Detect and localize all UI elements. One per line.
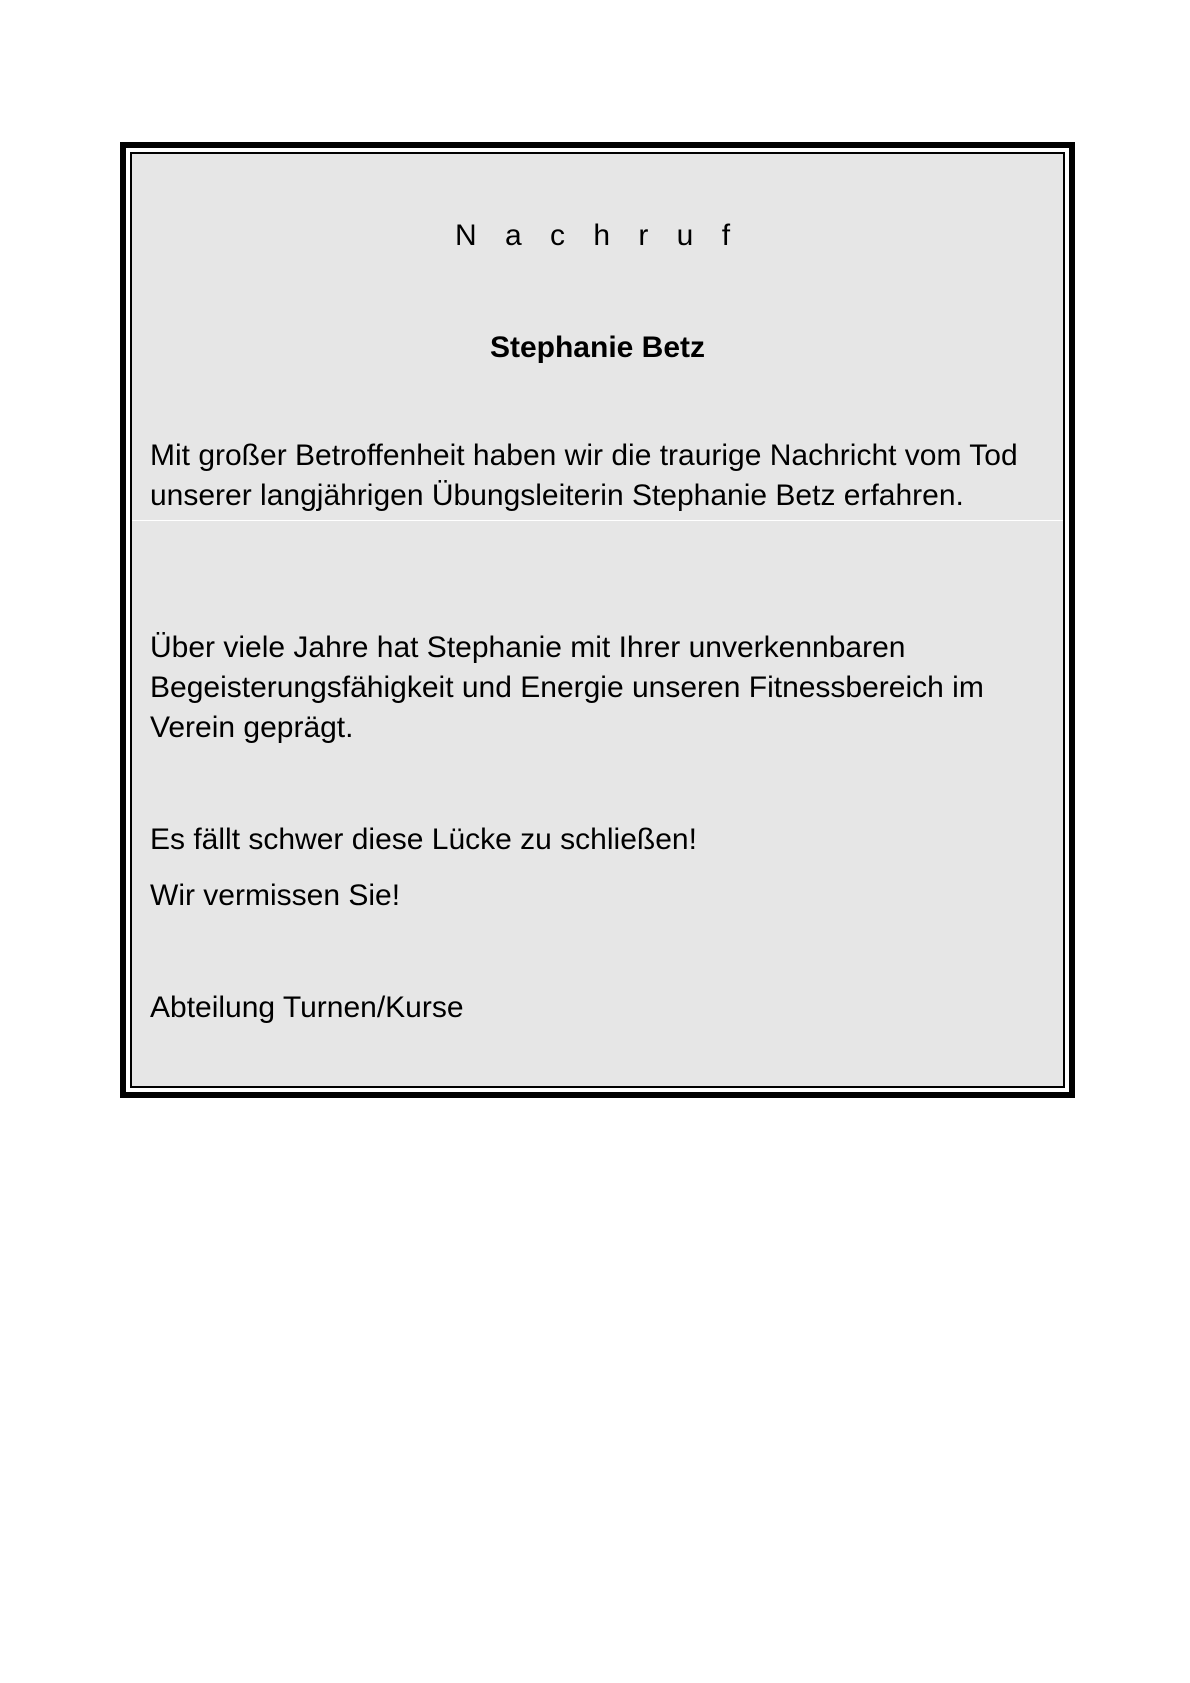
tribute-paragraph: Über viele Jahre hat Stephanie mit Ihrer unverkennbaren Begeisterungsfähigkeit und Energie unseren Fitnessbereich im Verein geprägt. <box>150 631 984 744</box>
obituary-frame <box>120 142 1075 1098</box>
deceased-name: Stephanie Betz <box>489 331 706 364</box>
obituary-title: N a c h r u f <box>454 219 741 252</box>
miss-you-statement: Wir vermissen Sie! <box>150 879 401 912</box>
signature: Abteilung Turnen/Kurse <box>150 991 464 1024</box>
loss-statement: Es fällt schwer diese Lücke zu schließen! <box>150 823 697 856</box>
announcement-paragraph: Mit großer Betroffenheit haben wir die traurige Nachricht vom Tod unserer langjährigen Übungsleiterin Stephanie Betz erfahren. <box>150 439 1018 512</box>
obituary-panel <box>130 152 1065 1088</box>
